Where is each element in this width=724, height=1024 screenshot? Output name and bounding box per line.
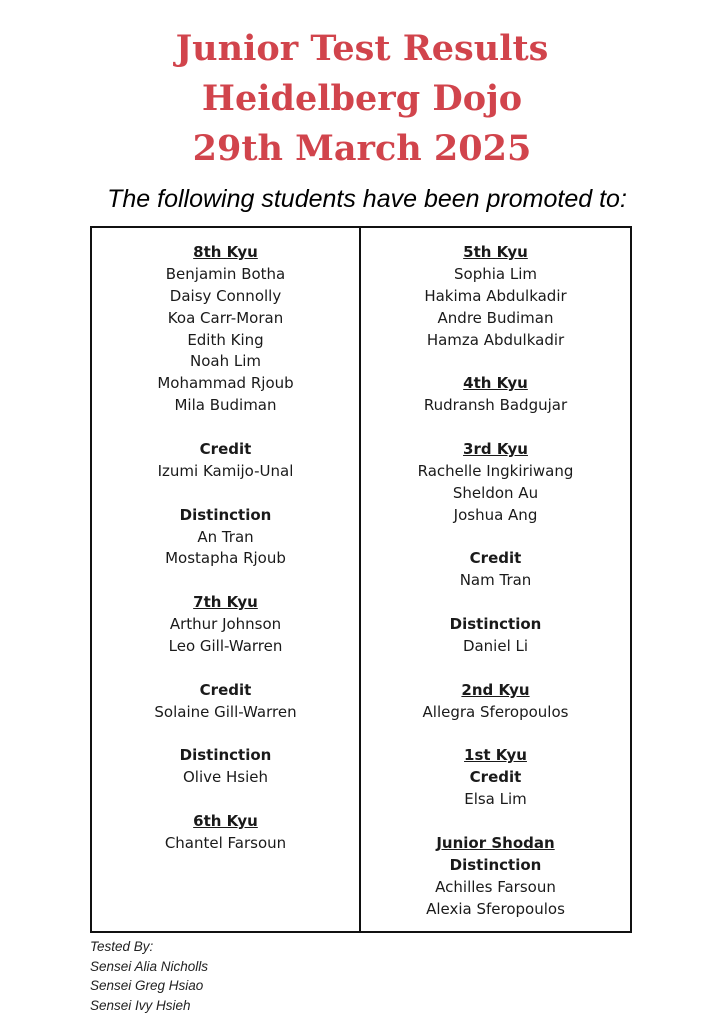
student-name: Olive Hsieh	[182, 768, 268, 787]
student-name: Elsa Lim	[464, 790, 527, 809]
grade-heading-5th-kyu: 5th Kyu	[463, 243, 528, 261]
award-heading-credit: Credit	[469, 768, 522, 787]
award-heading-distinction: Distinction	[449, 855, 542, 874]
student-name: Andre Budiman	[437, 308, 554, 327]
title-line-date: 29th March 2025	[192, 128, 532, 169]
student-name: Chantel Farsoun	[164, 834, 287, 853]
student-name: Allegra Sferopoulos	[422, 702, 569, 721]
student-name: An Tran	[197, 527, 254, 546]
student-name: Mostapha Rjoub	[165, 549, 286, 568]
student-name: Koa Carr-Moran	[167, 308, 284, 327]
grade-heading-junior-shodan: Junior Shodan	[436, 834, 555, 853]
student-name: Solaine Gill-Warren	[154, 702, 297, 721]
grade-heading-6th-kyu: 6th Kyu	[193, 812, 258, 831]
tested-by-label: Tested By:	[90, 939, 154, 954]
student-name: Izumi Kamijo-Unal	[157, 461, 294, 480]
student-name: Daisy Connolly	[169, 286, 282, 305]
grade-heading-2nd-kyu: 2nd Kyu	[461, 680, 530, 699]
results-column-right	[361, 228, 630, 931]
tester-name: Sensei Alia Nicholls	[90, 958, 209, 974]
student-name: Rudransh Badgujar	[423, 396, 568, 415]
subtitle: The following students have been promoted to:	[107, 185, 627, 213]
grade-heading-4th-kyu: 4th Kyu	[463, 374, 528, 393]
results-table	[90, 226, 632, 933]
grade-heading-1st-kyu: 1st Kyu	[464, 746, 527, 765]
award-heading-credit: Credit	[199, 680, 252, 699]
student-name: Hamza Abdulkadir	[426, 330, 565, 349]
student-name: Sheldon Au	[452, 483, 539, 502]
student-name: Nam Tran	[459, 571, 532, 590]
student-name: Joshua Ang	[453, 505, 538, 524]
grade-heading-7th-kyu: 7th Kyu	[193, 593, 258, 612]
title-line-dojo: Heidelberg Dojo	[201, 78, 523, 119]
student-name: Daniel Li	[462, 637, 529, 656]
student-name: Mohammad Rjoub	[157, 374, 294, 393]
student-name: Edith King	[187, 330, 264, 349]
title-line-event: Junior Test Results	[175, 28, 549, 69]
grade-heading-3rd-kyu: 3rd Kyu	[463, 440, 528, 459]
award-heading-distinction: Distinction	[449, 615, 542, 634]
student-name: Alexia Sferopoulos	[426, 899, 565, 918]
results-column-left	[92, 228, 361, 931]
award-heading-distinction: Distinction	[179, 505, 272, 524]
student-name: Leo Gill-Warren	[168, 637, 283, 656]
tested-by-footer	[90, 937, 208, 1015]
student-name: Rachelle Ingkiriwang	[417, 461, 574, 480]
document-header	[0, 24, 724, 174]
grade-heading-8th-kyu: 8th Kyu	[193, 243, 258, 261]
student-name: Sophia Lim	[454, 264, 537, 283]
award-heading-distinction: Distinction	[179, 746, 272, 765]
student-name: Noah Lim	[189, 352, 261, 371]
student-name: Mila Budiman	[174, 396, 277, 415]
tester-name: Sensei Ivy Hsieh	[90, 997, 191, 1013]
tester-name: Sensei Greg Hsiao	[90, 978, 204, 993]
student-name: Arthur Johnson	[169, 615, 282, 634]
student-name: Achilles Farsoun	[435, 877, 556, 896]
award-heading-credit: Credit	[469, 549, 522, 568]
student-name: Hakima Abdulkadir	[424, 286, 567, 305]
award-heading-credit: Credit	[199, 440, 252, 459]
student-name: Benjamin Botha	[165, 264, 286, 283]
